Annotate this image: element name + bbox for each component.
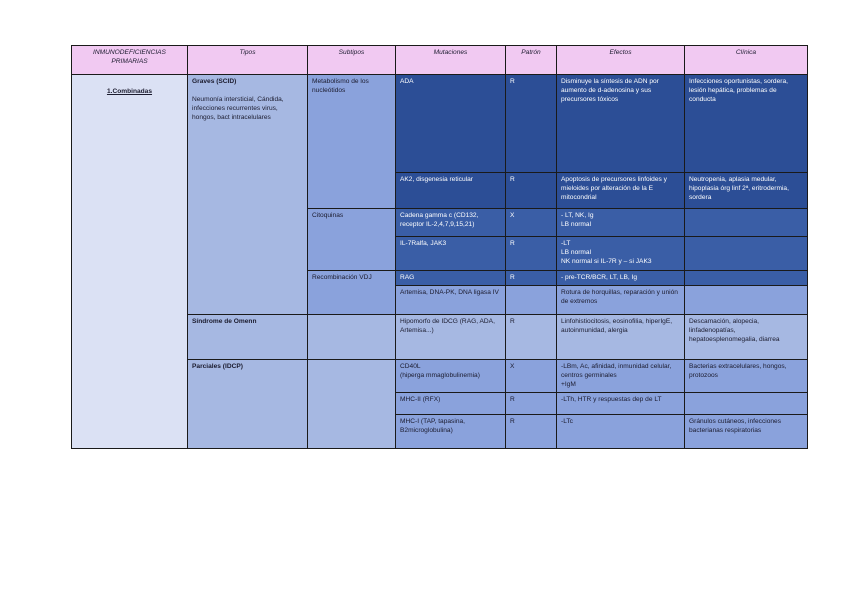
table-row	[72, 75, 808, 173]
clinic-cell: Gránulos cutáneos, infecciones bacterianas respiratorias	[685, 415, 808, 449]
mutation-cell: Hipomorfo de IDCG (RAG, ADA, Artemisa...)	[396, 315, 506, 360]
type-omenn: Síndrome de Omenn	[188, 315, 308, 360]
header-inmunodeficiencias: INMUNODEFICIENCIAS PRIMARIAS	[72, 46, 188, 75]
clinic-cell	[685, 271, 808, 286]
type-parciales: Parciales (IDCP)	[188, 360, 308, 449]
subtype-empty	[308, 360, 396, 449]
pattern-cell: R	[506, 393, 557, 415]
type-graves	[188, 75, 308, 315]
header-subtipos: Subtipos	[308, 46, 396, 75]
mutation-cell: ADA	[396, 75, 506, 173]
type-graves-description: Neumonía intersticial, Cándida, infecciones recurrentes virus, hongos, bact intracelulares	[192, 96, 284, 121]
type-graves-title: Graves (SCID)	[192, 78, 237, 85]
mutation-cell: RAG	[396, 271, 506, 286]
effect-cell: Linfohistiocitosis, eosinofilia, hiperIgE, autoinmunidad, alergia	[557, 315, 685, 360]
subtype-empty	[308, 315, 396, 360]
subtype-citoquinas: Citoquinas	[308, 209, 396, 271]
effect-cell: -LBm, Ac, afinidad, inmunidad celular, centros germinales +IgM	[557, 360, 685, 393]
effect-cell: -LTh, HTR y respuestas dep de LT	[557, 393, 685, 415]
clinic-cell	[685, 393, 808, 415]
effect-cell: Rotura de horquillas, reparación y unión de extremos	[557, 286, 685, 315]
clinic-cell: Descamación, alopecia, linfadenopatías, hepatoesplenomegalia, diarrea	[685, 315, 808, 360]
header-patron: Patrón	[506, 46, 557, 75]
mutation-cell: MHC-I (TAP, tapasina, B2microglobulina)	[396, 415, 506, 449]
subtype-recombinacion: Recombinación VDJ	[308, 271, 396, 315]
effect-cell: - LT, NK, Ig LB normal	[557, 209, 685, 237]
category-combinadas: 1.Combinadas	[72, 75, 188, 449]
clinic-cell	[685, 237, 808, 271]
pattern-cell: X	[506, 209, 557, 237]
effect-cell: -LTc	[557, 415, 685, 449]
mutation-cell: IL-7Ralfa, JAK3	[396, 237, 506, 271]
pattern-cell: R	[506, 315, 557, 360]
effect-cell: Apoptosis de precursores linfoides y mieloides por alteración de la E mitocondrial	[557, 173, 685, 209]
immunodeficiency-table	[71, 45, 808, 449]
pattern-cell: X	[506, 360, 557, 393]
header-tipos: Tipos	[188, 46, 308, 75]
mutation-cell: Cadena gamma c (CD132, receptor IL-2,4,7,9,15,21)	[396, 209, 506, 237]
pattern-cell: R	[506, 173, 557, 209]
effect-cell: Disminuye la síntesis de ADN por aumento de d-adenosina y sus precursores tóxicos	[557, 75, 685, 173]
pattern-cell: R	[506, 271, 557, 286]
clinic-cell: Bacterias extracelulares, hongos, protozoos	[685, 360, 808, 393]
pattern-cell: R	[506, 75, 557, 173]
effect-cell: -LT LB normal NK normal si IL-7R y – si JAK3	[557, 237, 685, 271]
mutation-cell: CD40L (hiperga mmaglobulinemia)	[396, 360, 506, 393]
effect-cell: - pre-TCR/BCR, LT, LB, Ig	[557, 271, 685, 286]
header-clinica: Clínica	[685, 46, 808, 75]
mutation-cell: Artemisa, DNA-PK, DNA ligasa IV	[396, 286, 506, 315]
mutation-cell: MHC-II (RFX)	[396, 393, 506, 415]
header-efectos: Efectos	[557, 46, 685, 75]
subtype-metabolismo: Metabolismo de los nucleótidos	[308, 75, 396, 209]
pattern-cell: R	[506, 237, 557, 271]
header-mutaciones: Mutaciones	[396, 46, 506, 75]
clinic-cell	[685, 209, 808, 237]
pattern-cell: R	[506, 415, 557, 449]
pattern-cell	[506, 286, 557, 315]
clinic-cell	[685, 286, 808, 315]
clinic-cell: Infecciones oportunistas, sordera, lesión hepática, problemas de conducta	[685, 75, 808, 173]
header-row	[72, 46, 808, 75]
clinic-cell: Neutropenia, aplasia medular, hipoplasia órg linf 2ª, eritrodermia, sordera	[685, 173, 808, 209]
mutation-cell: AK2, disgenesia reticular	[396, 173, 506, 209]
